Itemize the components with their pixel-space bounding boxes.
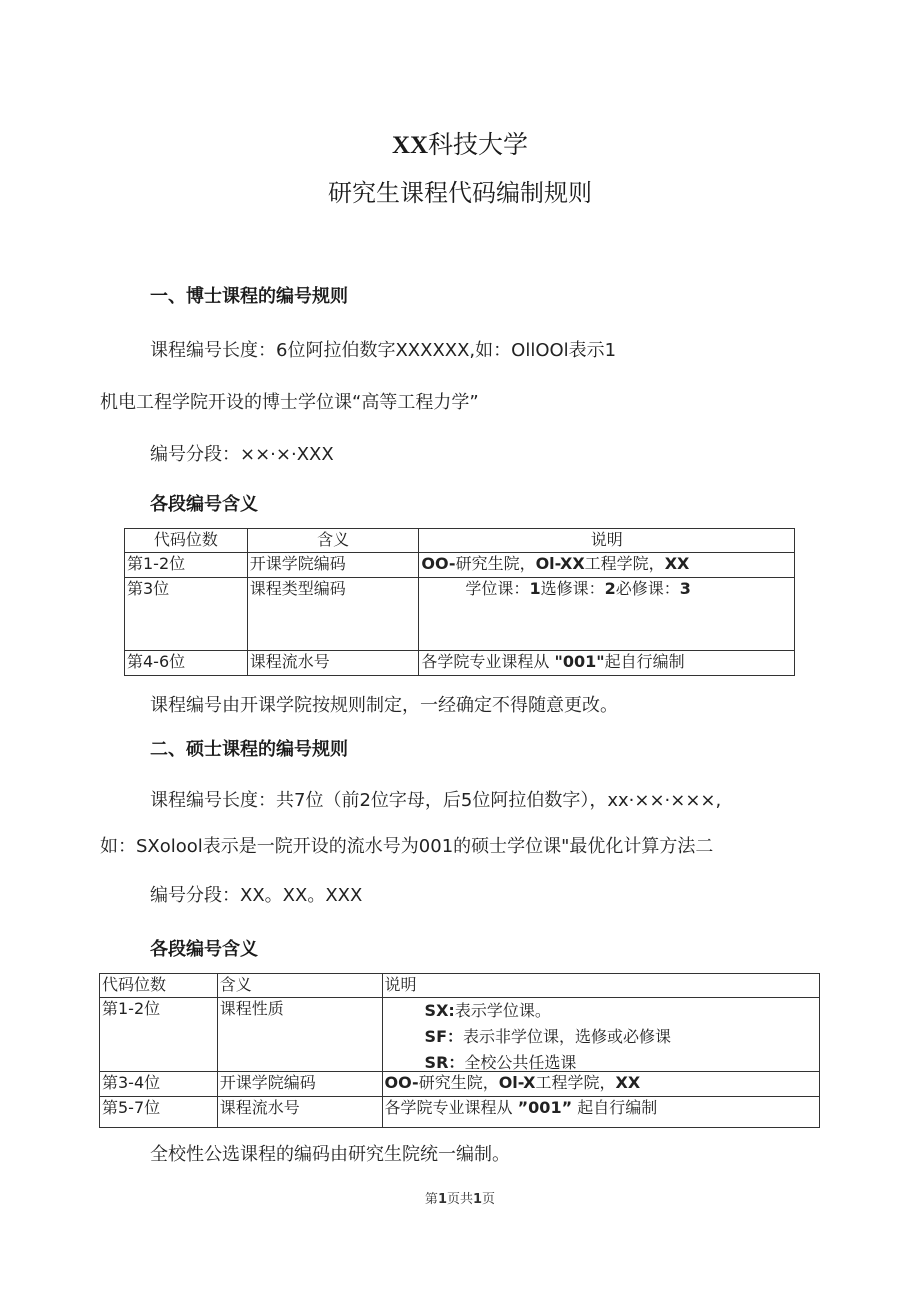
position-cell: 第3-4位 [100, 1072, 218, 1097]
phd-length-line2: 机电工程学院开设的博士学位课“高等工程力学” [100, 392, 479, 413]
table-row [125, 651, 795, 676]
description-line [425, 998, 817, 1024]
position-cell: 第4-6位 [125, 651, 248, 676]
description-line [425, 1050, 817, 1071]
code-text: OO- [421, 554, 456, 573]
table-row [125, 578, 795, 651]
description-cell [419, 553, 795, 578]
phd-note: 课程编号由开课学院按规则制定，一经确定不得随意更改。 [150, 695, 618, 716]
page-total: 1 [473, 1192, 483, 1207]
footer-text: 页共 [446, 1192, 473, 1207]
phd-length-line1: 课程编号长度：6位阿拉伯数字XXXXXX,如：OllOOl表示1 [150, 340, 617, 361]
master-meaning-heading: 各段编号含义 [150, 939, 258, 960]
position-cell: 第1-2位 [100, 998, 218, 1072]
code-text: ”001” [517, 1098, 573, 1117]
desc-text: 必修课： [615, 579, 680, 598]
desc-text: 选修课： [540, 579, 605, 598]
position-cell: 第5-7位 [100, 1097, 218, 1128]
table-header-row [100, 974, 820, 998]
desc-text: 各学院专业课程从 [384, 1098, 513, 1117]
code-text: OO- [384, 1073, 419, 1092]
desc-text: 研究生院， [418, 1073, 499, 1092]
footer-text: 页 [482, 1192, 496, 1207]
document-subtitle: 研究生课程代码编制规则 [328, 179, 592, 207]
code-text: Ol-X [498, 1073, 536, 1092]
code-text: XX [664, 554, 690, 573]
master-note: 全校性公选课程的编码由研究生院统一编制。 [150, 1144, 510, 1165]
desc-text: 工程学院， [584, 554, 665, 573]
header-cell: 说明 [419, 529, 795, 553]
desc-text: 研究生院， [455, 554, 536, 573]
position-cell: 第1-2位 [125, 553, 248, 578]
header-cell: 含义 [247, 529, 419, 553]
header-cell: 代码位数 [100, 974, 218, 998]
desc-text: 起自行编制 [604, 652, 685, 671]
description-cell [382, 998, 819, 1072]
page-number: 1 [437, 1192, 447, 1207]
master-code-table [99, 973, 820, 1128]
phd-heading: 一、博士课程的编号规则 [150, 286, 348, 307]
table-row [100, 1072, 820, 1097]
description-cell [419, 578, 795, 651]
code-text: SX: [424, 1001, 455, 1020]
header-cell: 代码位数 [125, 529, 248, 553]
meaning-cell: 课程类型编码 [247, 578, 419, 651]
position-cell: 第3位 [125, 578, 248, 651]
table-row [100, 1097, 820, 1128]
meaning-cell: 课程流水号 [217, 1097, 382, 1128]
table-row [125, 553, 795, 578]
desc-text: 表示非学位课，选修或必修课 [463, 1027, 672, 1046]
description-line [425, 1024, 817, 1050]
master-length-line1: 课程编号长度：共7位（前2位字母，后5位阿拉伯数字），xx·××·×××, [150, 790, 722, 811]
table-header-row [125, 529, 795, 553]
page-footer [0, 1188, 920, 1207]
description-cell [382, 1072, 819, 1097]
desc-text: 工程学院， [535, 1073, 616, 1092]
document-title [0, 128, 920, 163]
master-length-line2: 如：SXolool表示是一院开设的流水号为001的硕士学位课"最优化计算方法二 [100, 836, 714, 857]
master-segment: 编号分段：XX。XX。XXX [150, 885, 363, 906]
meaning-cell: 课程性质 [217, 998, 382, 1072]
code-text: "001" [554, 652, 605, 671]
phd-segment: 编号分段：××·×·XXX [150, 444, 334, 465]
meaning-cell: 课程流水号 [247, 651, 419, 676]
desc-text: 各学院专业课程从 [421, 652, 550, 671]
title-line1: 科技大学 [428, 130, 529, 159]
description-cell [419, 651, 795, 676]
phd-code-table [124, 528, 795, 676]
header-cell: 含义 [217, 974, 382, 998]
table-row [100, 998, 820, 1072]
master-heading: 二、硕士课程的编号规则 [150, 739, 348, 760]
meaning-cell: 开课学院编码 [217, 1072, 382, 1097]
desc-text: 学位课： [465, 579, 530, 598]
desc-text: 表示学位课。 [454, 1001, 551, 1020]
meaning-cell: 开课学院编码 [247, 553, 419, 578]
desc-text: 全校公共任选课 [464, 1053, 577, 1071]
code-text: 3 [679, 579, 691, 598]
code-text: XX [615, 1073, 641, 1092]
code-text: 2 [604, 579, 616, 598]
footer-text: 第 [424, 1192, 438, 1207]
desc-text: 起自行编制 [577, 1098, 658, 1117]
description-cell [382, 1097, 819, 1128]
header-cell: 说明 [382, 974, 819, 998]
title-prefix: XX [391, 132, 429, 159]
phd-meaning-heading: 各段编号含义 [150, 494, 258, 515]
code-text: SF： [424, 1027, 464, 1046]
code-text: SR： [424, 1053, 465, 1071]
code-text: Ol-XX [535, 554, 585, 573]
code-text: 1 [529, 579, 541, 598]
